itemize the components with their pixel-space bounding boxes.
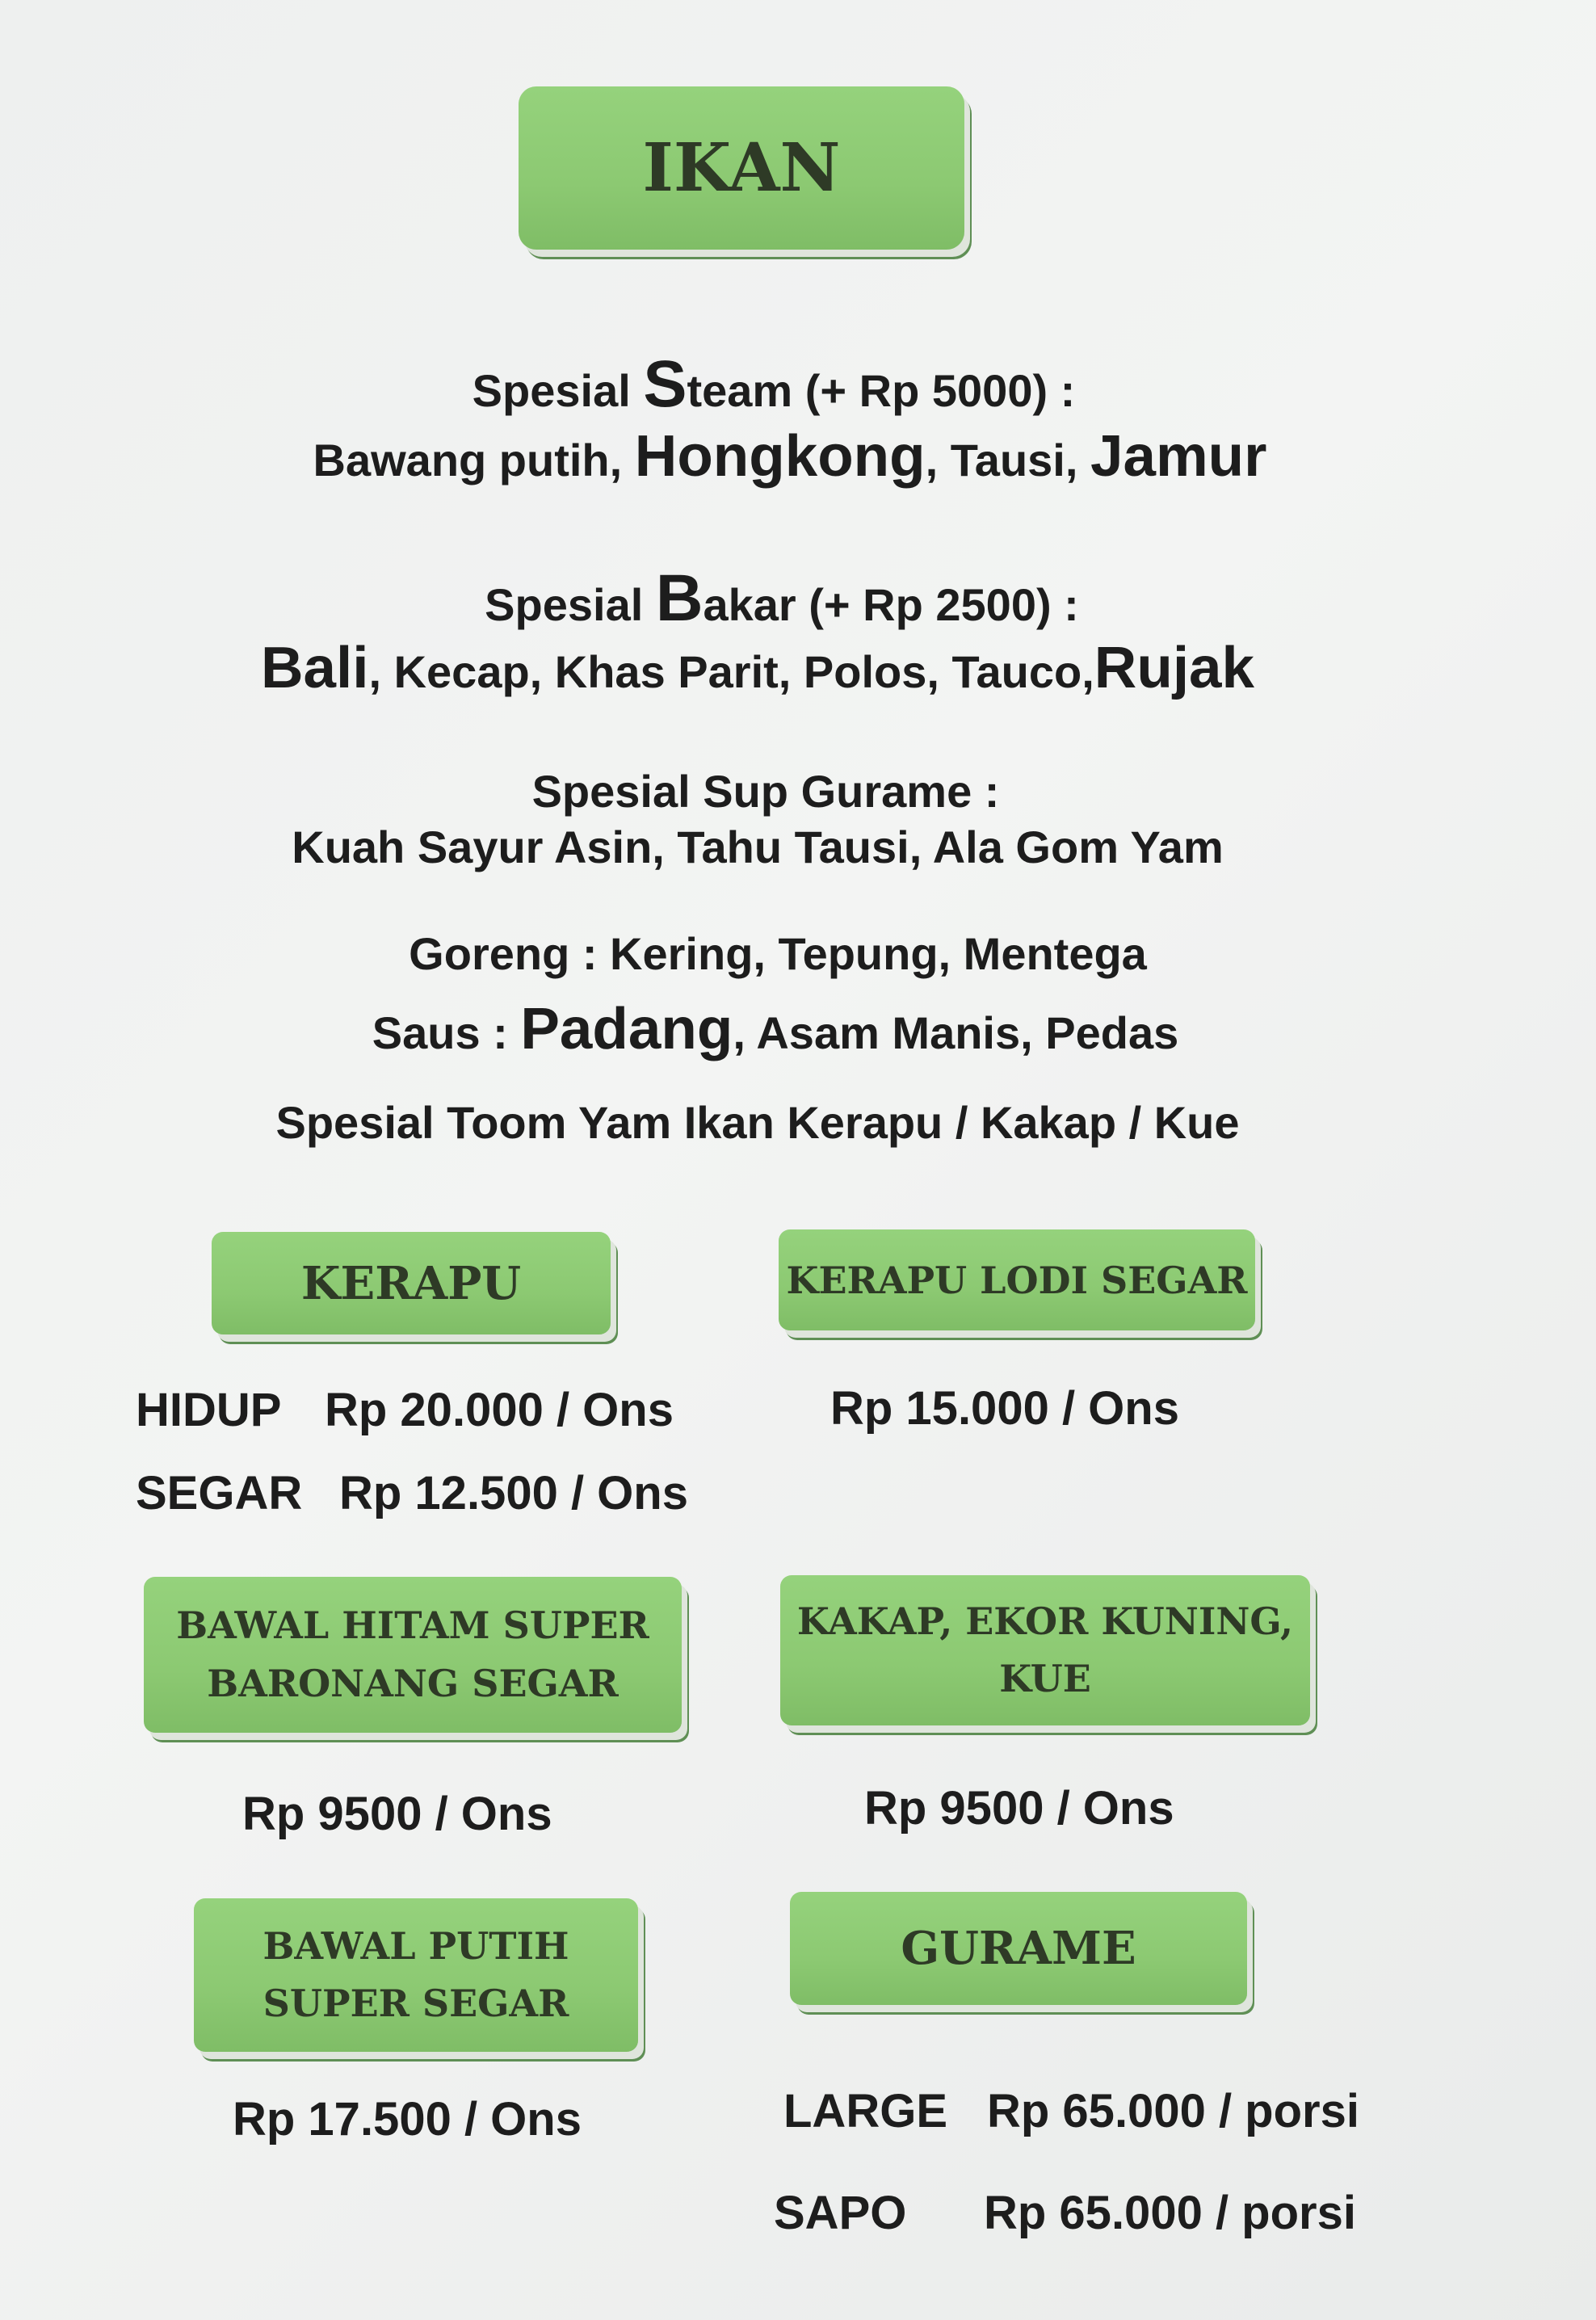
kerapu-label: KERAPU [300, 1256, 522, 1310]
bakar-items: Bali, Kecap, Khas Parit, Polos, Tauco,Rujak [260, 635, 1255, 700]
steam-heading: Spesial Steam (+ Rp 5000) : [472, 348, 1076, 421]
kerapu-lodi-label-box [779, 1229, 1255, 1330]
bawal-hitam-label-box [144, 1577, 682, 1733]
bakar-heading: Spesial Bakar (+ Rp 2500) : [485, 562, 1079, 635]
bawal-putih-label-box [194, 1898, 638, 2052]
saus-line: Saus : Padang, Asam Manis, Pedas [372, 996, 1179, 1061]
bawal-hitam-label-line-1: BAWAL HITAM SUPER [176, 1603, 649, 1648]
bawal-hitam-price: Rp 9500 / Ons [242, 1788, 552, 1840]
bawal-putih-label-line-2: SUPER SEGAR [262, 1982, 569, 2025]
kerapu-segar-grade: SEGAR [136, 1467, 303, 1519]
kerapu-lodi-label: KERAPU LODI SEGAR [786, 1258, 1248, 1302]
steam-items: Bawang putih, Hongkong, Tausi, Jamur [313, 423, 1267, 489]
gurame-sapo-price: Rp 65.000 / porsi [984, 2187, 1356, 2239]
kerapu-label-box [212, 1232, 611, 1334]
page-title: IKAN [642, 129, 841, 207]
bawal-putih-price: Rp 17.500 / Ons [233, 2093, 582, 2146]
gurame-sapo-grade: SAPO [774, 2187, 907, 2239]
title-banner [519, 86, 964, 250]
kakap-label-line-1: KAKAP, EKOR KUNING, [796, 1599, 1294, 1643]
kakap-price: Rp 9500 / Ons [864, 1782, 1174, 1835]
kerapu-hidup-grade: HIDUP [136, 1384, 282, 1436]
kerapu-lodi-price: Rp 15.000 / Ons [830, 1382, 1179, 1435]
gurame-label-box [790, 1892, 1247, 2005]
bawal-putih-label-line-1: BAWAL PUTIH [262, 1923, 569, 1968]
goreng-line: Goreng : Kering, Tepung, Mentega [409, 928, 1147, 979]
toom-yam-line: Spesial Toom Yam Ikan Kerapu / Kakap / Kue [275, 1097, 1240, 1148]
kerapu-hidup-price: Rp 20.000 / Ons [325, 1384, 674, 1436]
bawal-hitam-label-line-2: BARONANG SEGAR [207, 1661, 619, 1705]
sup-heading: Spesial Sup Gurame : [531, 766, 1000, 817]
kakap-label-line-2: KUE [999, 1657, 1091, 1700]
kerapu-segar-price: Rp 12.500 / Ons [339, 1467, 688, 1519]
gurame-large-grade: LARGE [783, 2085, 947, 2137]
gurame-label: GURAME [901, 1922, 1136, 1975]
gurame-large-price: Rp 65.000 / porsi [987, 2085, 1359, 2137]
kakap-label-box [780, 1575, 1310, 1725]
sup-items: Kuah Sayur Asin, Tahu Tausi, Ala Gom Yam [292, 822, 1224, 872]
